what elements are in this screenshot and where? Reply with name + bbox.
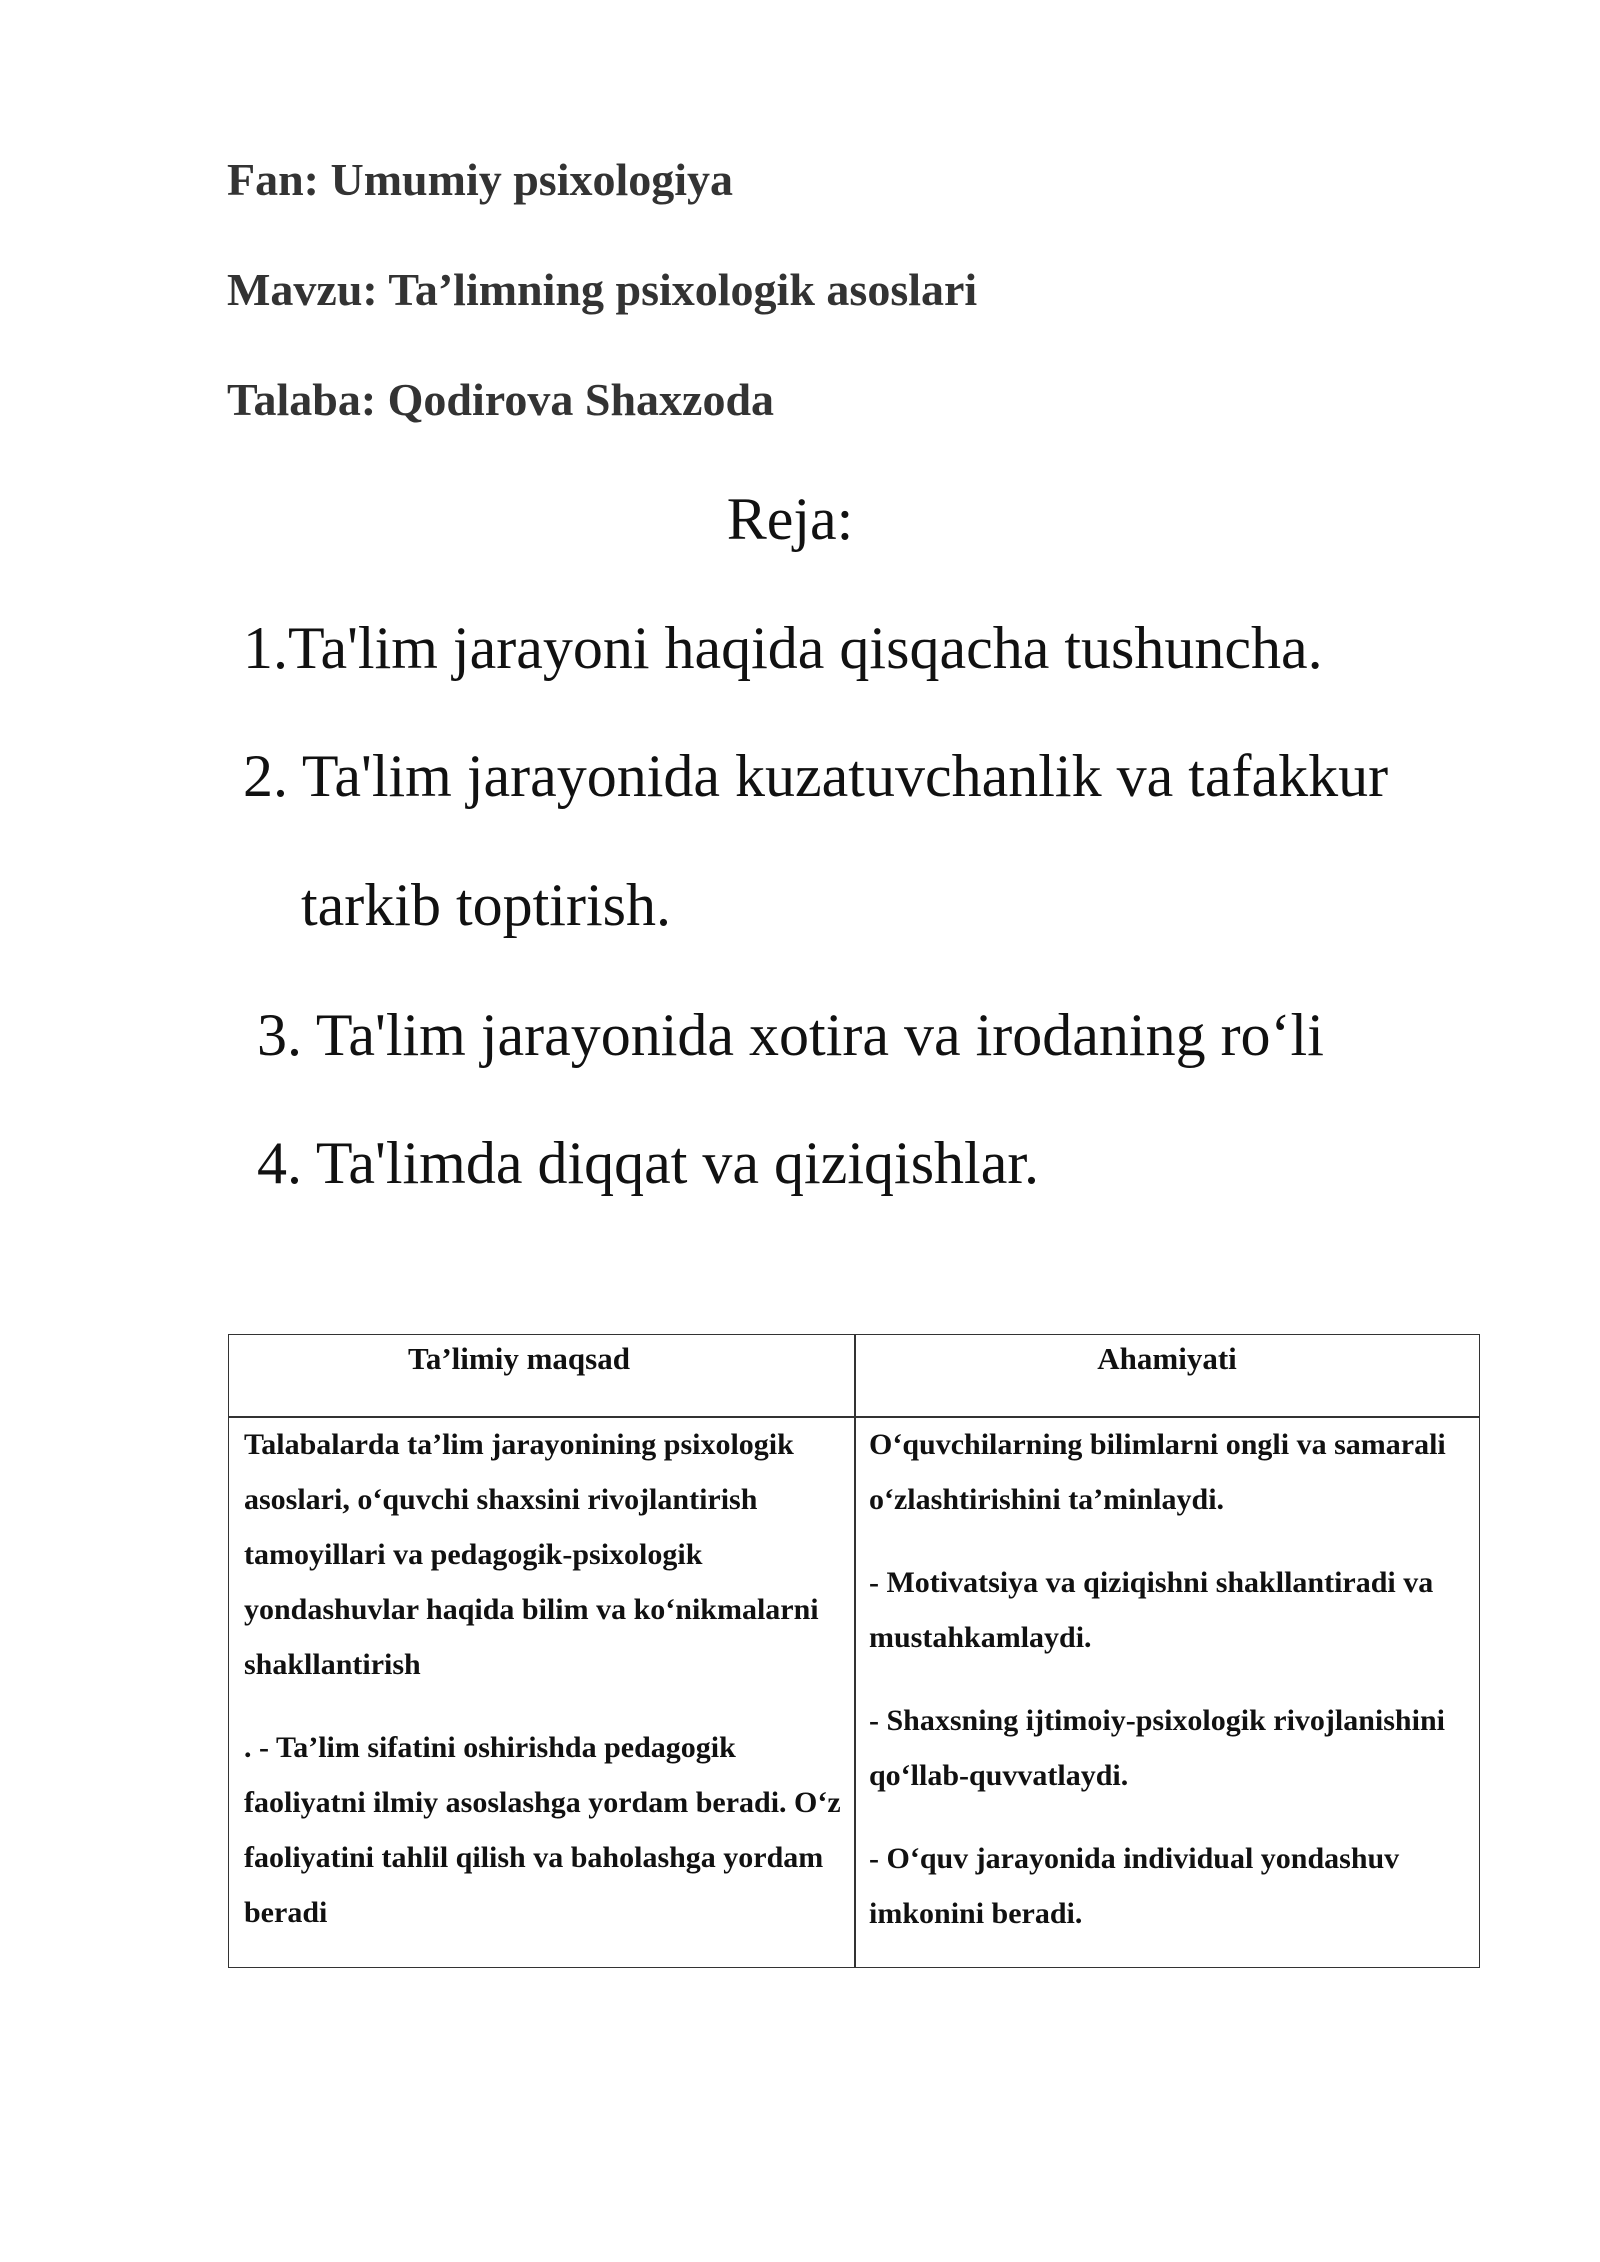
importance-paragraph-4: - O‘quv jarayonida individual yondashuv imkonini beradi. <box>869 1842 1400 1930</box>
table-cell-goal <box>244 1417 844 1968</box>
table-header-importance: Ahamiyati <box>1097 1341 1237 1376</box>
goal-paragraph-1: Talabalarda ta’lim jarayonining psixologik asoslari, o‘quvchi shaxsini rivojlantirish tamoyillari va pedagogik-psixologik yondashuvlar haqida bilim va ko‘nikmalarni shakllantirish <box>244 1428 819 1681</box>
plan-item-2: 2. Ta'lim jarayonida kuzatuvchanlik va tafakkur <box>243 743 1389 809</box>
importance-paragraph-1: O‘quvchilarning bilimlarni ongli va samarali o‘zlashtirishini ta’minlaydi. <box>869 1428 1446 1516</box>
goal-paragraph-2: . - Ta’lim sifatini oshirishda pedagogik faoliyatni ilmiy asoslashga yordam beradi. O‘z faoliyatini tahlil qilish va baholashga yordam beradi <box>244 1731 841 1929</box>
student-line: Talaba: Qodirova Shaxzoda <box>227 374 775 425</box>
subject-line: Fan: Umumiy psixologiya <box>227 154 734 205</box>
goals-table <box>228 1334 1480 1968</box>
table-header-goal: Ta’limiy maqsad <box>408 1341 630 1376</box>
plan-item-3: 3. Ta'lim jarayonida xotira va irodaning ro‘li <box>257 1002 1324 1068</box>
plan-title: Reja: <box>726 486 854 552</box>
importance-paragraph-2: - Motivatsiya va qiziqishni shakllantiradi va mustahkamlaydi. <box>869 1566 1434 1654</box>
table-cell-importance <box>869 1417 1469 1969</box>
table-column-divider <box>854 1335 856 1967</box>
topic-line: Mavzu: Ta’limning psixologik asoslari <box>227 264 978 315</box>
plan-item-4: 4. Ta'limda diqqat va qiziqishlar. <box>257 1130 1040 1196</box>
importance-paragraph-3: - Shaxsning ijtimoiy-psixologik rivojlanishini qo‘llab-quvvatlaydi. <box>869 1704 1445 1792</box>
plan-item-1: 1.Ta'lim jarayoni haqida qisqacha tushuncha. <box>243 615 1323 681</box>
plan-item-2-continuation: tarkib toptirish. <box>301 872 671 938</box>
